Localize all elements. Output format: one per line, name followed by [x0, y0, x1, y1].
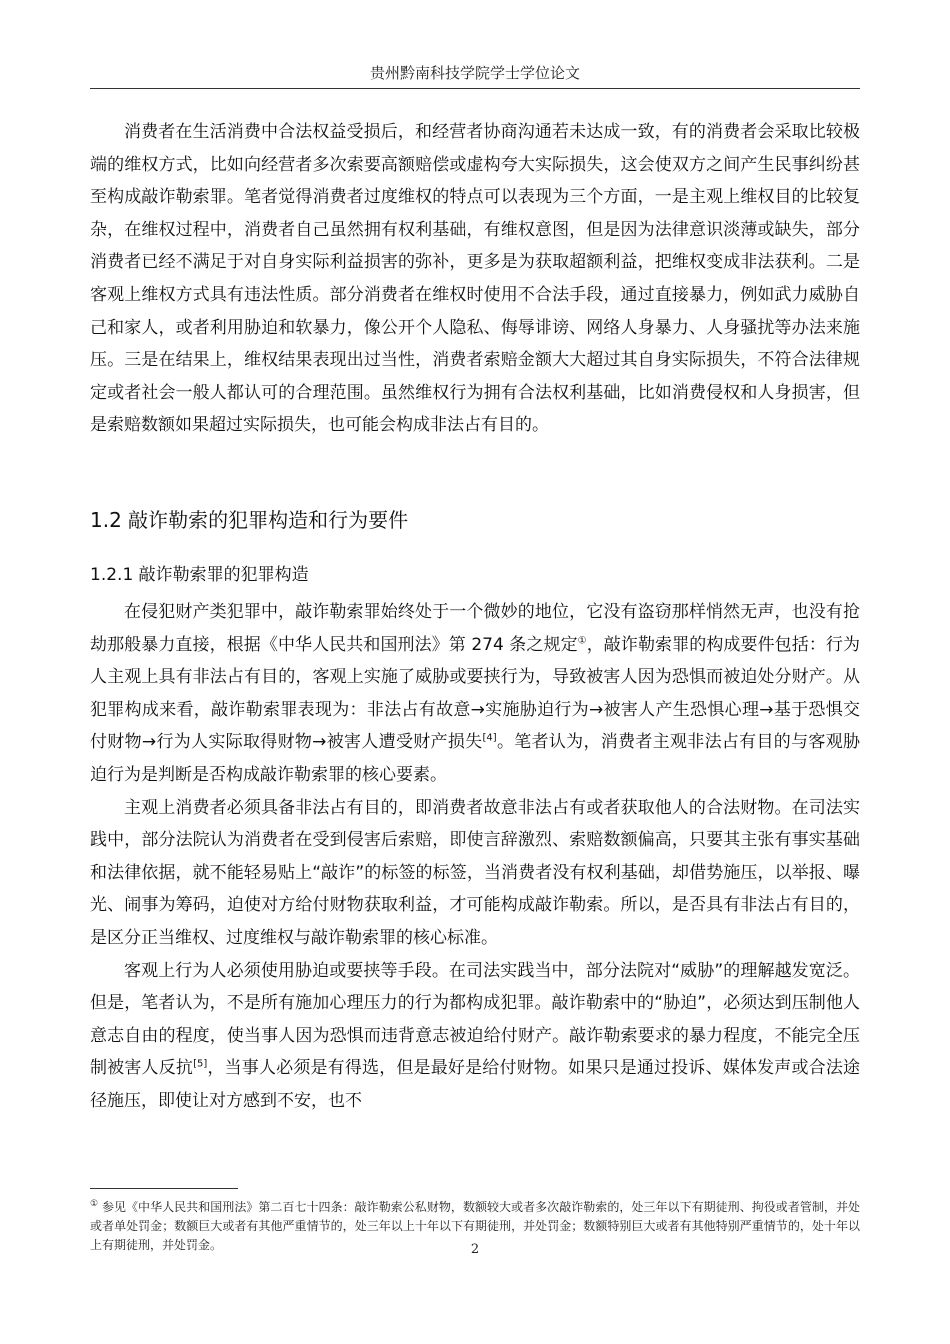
- text-run: 。笔者认为，消费者主观非法占有目的与客观胁迫行为是判断是否构成敲诈勒索罪的核心要素。: [90, 732, 861, 785]
- header-rule: [90, 88, 860, 89]
- subsection-heading: 1.2.1 敲诈勒索罪的犯罪构造: [90, 565, 309, 585]
- page-header: 贵州黔南科技学院学士学位论文: [369, 64, 580, 82]
- body-section: [90, 596, 860, 1118]
- paragraph: 消费者在生活消费中合法权益受损后，和经营者协商沟通若未达成一致，有的消费者会采取比较极端的维权方式，比如向经营者多次索要高额赔偿或虚构夸大实际损失，这会使双方之间产生民事纠纷甚至构成敲诈勒索罪。笔者觉得消费者过度维权的特点可以表现为三个方面，一是主观上维权目的比较复杂，在维权过程中，消费者自己虽然拥有权利基础，有维权意图，但是因为法律意识淡薄或缺失，部分消费者已经不满足于对自身实际利益损害的弥补，更多是为获取超额利益，把维权变成非法获利。二是客观上维权方式具有违法性质。部分消费者在维权时使用不合法手段，通过直接暴力，例如武力威胁自己和家人，或者利用胁迫和软暴力，像公开个人隐私、侮辱诽谤、网络人身暴力、人身骚扰等办法来施压。三是在结果上，维权结果表现出过当性，消费者索赔金额大大超过其自身实际损失，不符合法律规定或者社会一般人都认可的合理范围。虽然维权行为拥有合法权利基础，比如消费侵权和人身损害，但是索赔数额如果超过实际损失，也可能会构成非法占有目的。: [90, 122, 860, 436]
- paragraph-2: 主观上消费者必须具备非法占有目的，即消费者故意非法占有或者获取他人的合法财物。在司法实践中，部分法院认为消费者在受到侵害后索赔，即使言辞激烈、索赔数额偏高，只要其主张有事实基础和法律依据，就不能轻易贴上“敲诈”的标签的标签，当消费者没有权利基础，却借势施压，以举报、曝光、闹事为筹码，迫使对方给付财物获取利益，才可能构成敲诈勒索。所以，是否具有非法占有目的，是区分正当维权、过度维权与敲诈勒索罪的核心标准。: [90, 797, 860, 948]
- paragraph-1: [90, 596, 860, 792]
- text-run: ，敲诈勒索罪的构成要件包括：行为人主观上具有非法占有目的，客观上实施了威胁或要挟行为，导致被害人因为恐惧而被迫处分财产。从犯罪构成来看，敲诈勒索罪表现为：非法占有故意→实施胁迫行为→被害人产生恐惧心理→基于恐惧交付财物→行为人实际取得财物→被害人遭受财产损失: [90, 634, 861, 753]
- footnote-rule: [90, 1188, 238, 1189]
- text-run: 在侵犯财产类犯罪中，敲诈勒索罪始终处于一个微妙的地位，它没有盗窃那样悄然无声，也没有抢劫那般暴力直接，根据《中华人民共和国刑法》第 274 条之规定: [90, 602, 860, 655]
- text-run: 客观上行为人必须使用胁迫或要挟等手段。在司法实践当中，部分法院对“威胁”的理解越发宽泛。但是，笔者认为，不是所有施加心理压力的行为都构成犯罪。敲诈勒索中的“胁迫”，必须达到压制他人意志自由的程度，使当事人因为恐惧而违背意志被迫给付财产。敲诈勒索要求的暴力程度，不能完全压制被害人反抗: [90, 960, 860, 1079]
- citation-ref: [5]: [193, 1058, 208, 1070]
- paragraph-3: [90, 955, 860, 1118]
- page-number: 2: [470, 1242, 480, 1257]
- footnote-mark: ①: [577, 634, 587, 646]
- footnote-mark: ①: [90, 1199, 99, 1209]
- text-run: ，当事人必须是有得选，但是最好是给付财物。如果只是通过投诉、媒体发声或合法途径施压，即使让对方感到不安，也不: [90, 1058, 861, 1111]
- section-heading: 1.2 敲诈勒索的犯罪构造和行为要件: [90, 508, 409, 532]
- body-top: [90, 116, 860, 442]
- footnote-text: 参见《中华人民共和国刑法》第二百七十四条：敲诈勒索公私财物，数额较大或者多次敲诈勒索的，处三年以下有期徒刑、拘役或者管制，并处或者单处罚金；数额巨大或者有其他严重情节的，处三年以上十年以下有期徒刑，并处罚金；数额特别巨大或者有其他特别严重情节的，处十年以上有期徒刑，并处罚金。: [90, 1200, 860, 1252]
- citation-ref: [4]: [482, 732, 497, 744]
